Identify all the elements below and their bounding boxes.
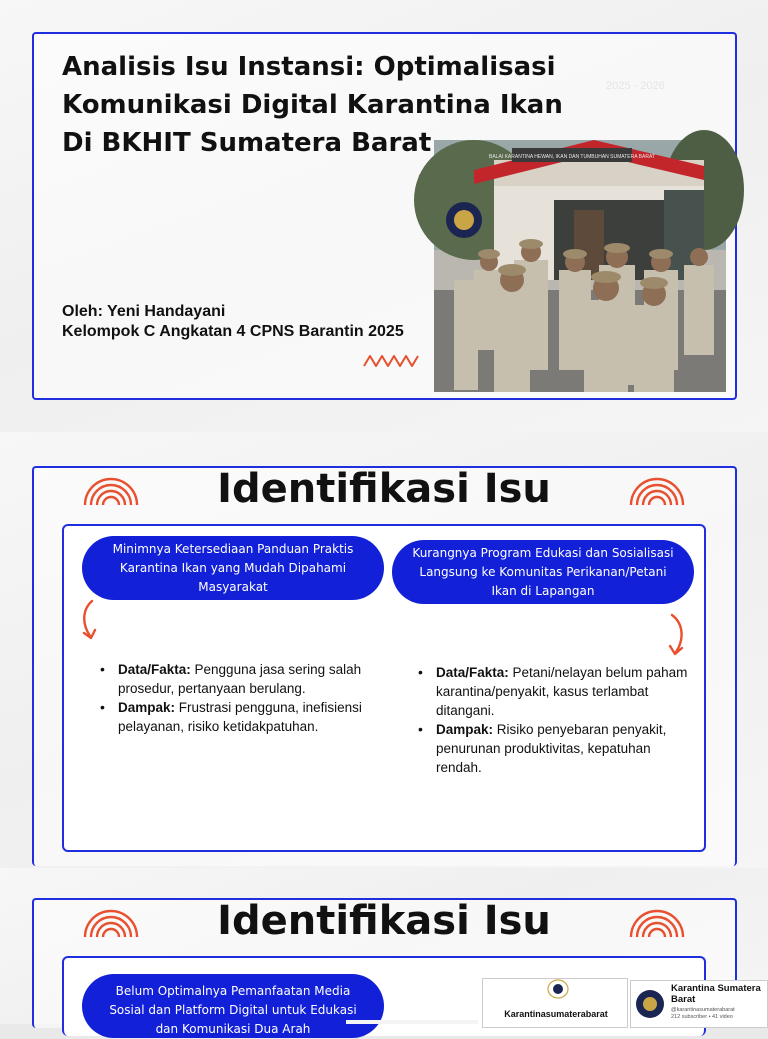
- issue-pill: Belum Optimalnya Pemanfaatan Media Sosial dan Platform Digital untuk Edukasi dan Komunikasi Dua Arah: [82, 974, 384, 1038]
- author-group: Kelompok C Angkatan 4 CPNS Barantin 2025: [62, 323, 404, 340]
- issue-pill-right: Kurangnya Program Edukasi dan Sosialisasi Langsung ke Komunitas Perikanan/Petani Ikan di Lapangan: [392, 540, 694, 604]
- overlapping-thumbnail-edge: [346, 1020, 478, 1024]
- impact-text: Risiko penyebaran penyakit, penurunan produktivitas, kepatuhan rendah.: [436, 722, 667, 775]
- ceremony-photo-illustration: [434, 140, 726, 392]
- faded-year: 2025 - 2026: [606, 80, 665, 92]
- zigzag-icon-bottom: [362, 352, 422, 370]
- title-line-2: Komunikasi Digital Karantina Ikan: [62, 90, 563, 120]
- youtube-channel-name: Karantina Sumatera Barat: [671, 983, 761, 1005]
- curved-arrow-down-icon-right: [664, 612, 688, 658]
- instagram-profile-thumbnail: [482, 978, 628, 1028]
- title-line-3: Di BKHIT Sumatera Barat: [62, 128, 432, 158]
- issue-details-right: [416, 663, 692, 777]
- facts-text: Pengguna jasa sering salah prosedur, pertanyaan berulang.: [118, 662, 362, 696]
- impact-text: Frustrasi pengguna, inefisiensi pelayanan, risiko ketidakpatuhan.: [118, 700, 362, 734]
- author-block: [62, 302, 404, 342]
- facts-text: Petani/nelayan belum paham karantina/penyakit, kasus terlambat ditangani.: [436, 665, 688, 718]
- author-name: Oleh: Yeni Handayani: [62, 303, 226, 320]
- impact-item-right: [416, 720, 692, 777]
- youtube-channel-handle: @karantinasumaterabarat: [671, 1007, 735, 1013]
- slide-identifikasi-isu-2: [0, 868, 768, 1036]
- facts-label: Data/Fakta:: [118, 662, 191, 677]
- title-line-1: Analisis Isu Instansi: Optimalisasi: [62, 52, 556, 82]
- curved-arrow-down-icon-left: [78, 598, 102, 642]
- youtube-channel-stats: 212 subscriber • 41 video: [671, 1014, 733, 1020]
- slide-title: [0, 0, 768, 432]
- building-sign-text: BALAI KARANTINA HEWAN, IKAN DAN TUMBUHAN SUMATERA BARAT: [489, 154, 655, 160]
- issue-pill-left: Minimnya Ketersediaan Panduan Praktis Karantina Ikan yang Mudah Dipahami Masyarakat: [82, 536, 384, 600]
- facts-label: Data/Fakta:: [436, 665, 509, 680]
- impact-label: Dampak:: [436, 722, 494, 737]
- issue-details-left: [98, 660, 370, 736]
- slide-identifikasi-isu-1: [0, 432, 768, 868]
- youtube-channel-thumbnail: [630, 980, 768, 1028]
- section-title: Identifikasi Isu: [217, 466, 551, 512]
- facts-item-left: [98, 660, 370, 698]
- instagram-profile-name: Karantinasumaterabarat: [504, 1009, 608, 1019]
- emblem-icon: [547, 981, 569, 1001]
- impact-label: Dampak:: [118, 700, 176, 715]
- ceremony-photo: [434, 140, 726, 392]
- emblem-icon: [635, 989, 665, 1019]
- facts-item-right: [416, 663, 692, 720]
- impact-item-left: [98, 698, 370, 736]
- section-title: Identifikasi Isu: [217, 898, 551, 944]
